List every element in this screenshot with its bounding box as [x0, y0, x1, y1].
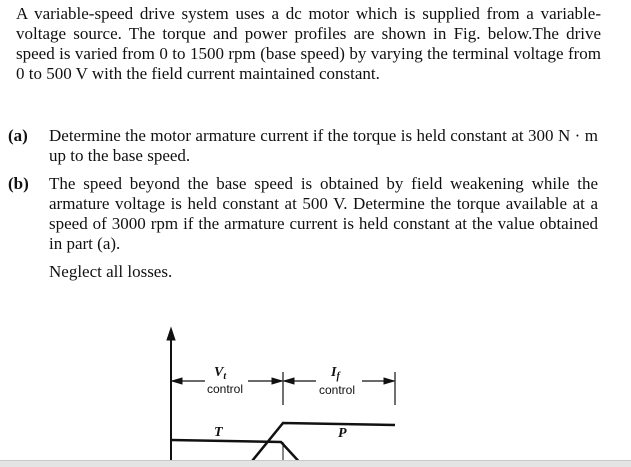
note-text: Neglect all losses. [49, 262, 173, 281]
problem-intro: A variable-speed drive system uses a dc motor which is supplied from a variable-voltage source. The torque and power profiles are shown in Fig. below.The drive speed is varied from 0 to 1500 rpm (base speed) by varying the terminal voltage from 0 to 500 V with the field current maintained constant. [16, 4, 601, 83]
if-control-label: control [319, 383, 356, 397]
part-a-label: (a) [8, 126, 28, 145]
part-b-label: (b) [8, 174, 29, 193]
part-b-text: The speed beyond the base speed is obtained by field weakening while the armature voltage is held constant at 500 V. Determine the torque available at a speed of 3000 rpm if the armature current is held constant at the value obtained in part (a). [49, 174, 598, 253]
torque-label: T [214, 425, 223, 440]
if-symbol: $I_f$ [331, 365, 340, 382]
part-a-text: Determine the motor armature current if the torque is held constant at 300 N · m up to the base speed. [49, 126, 598, 165]
power-label: P [338, 426, 347, 441]
vt-symbol: $V_t$ [214, 365, 227, 382]
vt-control-label: control [207, 382, 244, 396]
y-axis-arrow-icon [167, 328, 175, 340]
